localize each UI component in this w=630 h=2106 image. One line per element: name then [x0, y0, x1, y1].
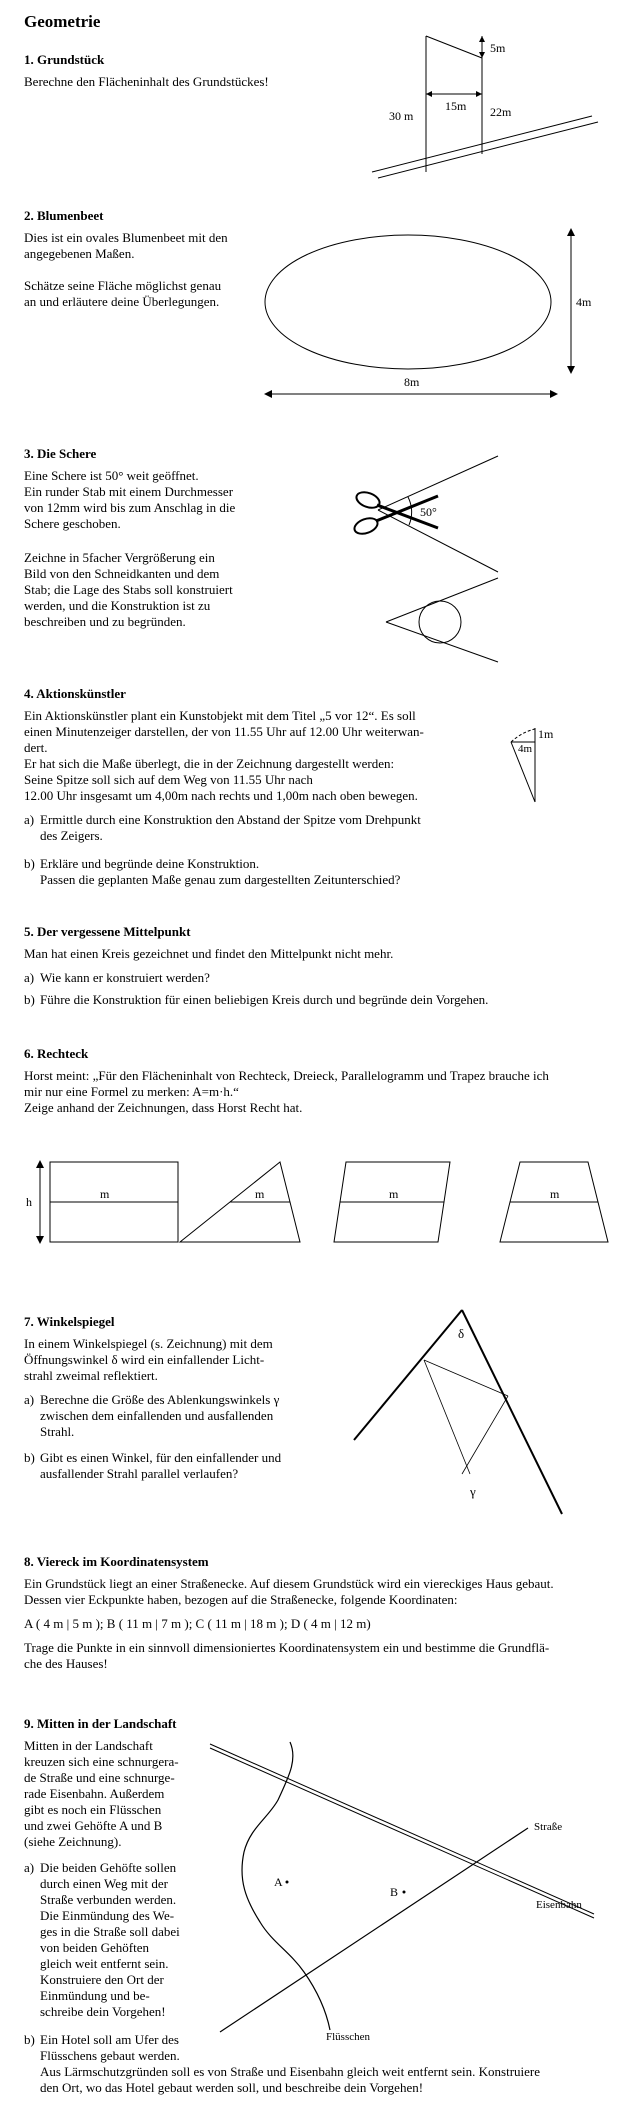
task8-coords: A ( 4 m | 5 m ); B ( 11 m | 7 m ); C ( 11 m | 18 m ); D ( 4 m | 12 m) — [24, 1616, 371, 1631]
map-label-eisenbahn: Eisenbahn — [536, 1899, 582, 1911]
task7-b: Gibt es einen Winkel, für den einfallender und ausfallender Strahl parallel verlaufen? — [40, 1450, 282, 1481]
task5-heading: 5. Der vergessene Mittelpunkt — [24, 924, 191, 939]
task9-b: Ein Hotel soll am Ufer des Flüsschens gebaut werden. — [40, 2032, 180, 2063]
task4-text: Ein Aktionskünstler plant ein Kunstobjekt mit dem Titel „5 vor 12“. Es soll einen Minutenzeiger darstellen, der von 11.55 Uhr auf 12.00 Uhr weiterwan- dert. Er hat sich die Maße überlegt, die in der Zeichnung dargestellt werden: Seine Spitze soll sich auf dem Weg von 11.55 Uhr nach 12.00 Uhr insgesamt um 4,00m nach rechts und 1,00m nach oben bewegen. — [24, 708, 424, 803]
map-label-fluss: Flüsschen — [326, 2031, 370, 2043]
task9-text: Mitten in der Landschaft kreuzen sich eine schnurgera- de Straße und eine schnurge- rade Eisenbahn. Außerdem gibt es noch ein Flüsschen und zwei Gehöfte A und B (siehe Zeichnung). — [24, 1738, 179, 1849]
task9-a: Die beiden Gehöfte sollen durch einen Weg mit der Straße verbunden werden. Die Einmündung des We- ges in die Straße soll dabei von beiden Gehöften gleich weit entfernt sein. Konstruiere den Ort der Einmündung und be- schreibe dein Vorgehen! — [40, 1860, 180, 2019]
task4-marker-a: a) — [24, 812, 35, 827]
task9-heading: 9. Mitten in der Landschaft — [24, 1716, 177, 1731]
page-title: Geometrie — [24, 12, 101, 31]
task6-text: Horst meint: „Für den Flächeninhalt von Rechteck, Dreieck, Parallelogramm und Trapez brauche ich mir nur eine Formel zu merken: A=m·h.“ Zeige anhand der Zeichnungen, dass Horst Recht hat. — [24, 1068, 549, 1115]
task7-marker-b: b) — [24, 1450, 35, 1465]
task5-marker-a: a) — [24, 970, 35, 985]
shape-tri-label-m: m — [255, 1187, 265, 1201]
task1-label-right: 22m — [490, 105, 512, 119]
clock-label-right: 4m — [518, 743, 533, 755]
mirror-label-delta: δ — [458, 1326, 465, 1341]
task1-text: Berechne den Flächeninhalt des Grundstückes! — [24, 74, 269, 89]
task3-text-2: Zeichne in 5facher Vergrößerung ein Bild von den Schneidkanten und dem Stab; die Lage des Stabs soll konstruiert werden, und die Konstruktion ist zu beschreiben und zu begründen. — [24, 550, 233, 629]
shape-rect-label-m: m — [100, 1187, 110, 1201]
task5-a: Wie kann er konstruiert werden? — [40, 970, 210, 985]
task9-marker-a: a) — [24, 1860, 35, 1875]
flowerbed-label-w: 8m — [404, 375, 420, 389]
task7-heading: 7. Winkelspiegel — [24, 1314, 115, 1329]
task3-heading: 3. Die Schere — [24, 446, 97, 461]
scissors-angle: 50° — [420, 505, 437, 519]
task2-text-2: Schätze seine Fläche möglichst genau an und erläutere deine Überlegungen. — [24, 278, 222, 309]
task8-text-1: Ein Grundstück liegt an einer Straßenecke. Auf diesem Grundstück wird ein viereckiges Haus gebaut. Dessen vier Eckpunkte haben, bezogen auf die Straßenecke, folgende Koordinaten: — [24, 1576, 554, 1607]
task9-b-cont: Aus Lärmschutzgründen soll es von Straße und Eisenbahn gleich weit entfernt sein. Konstruiere den Ort, wo das Hotel gebaut werden soll, und beschreibe dein Vorgehen! — [40, 2064, 541, 2095]
task3-text-1: Eine Schere ist 50° weit geöffnet. Ein runder Stab mit einem Durchmesser von 12mm wird bis zum Anschlag in die Schere geschoben. — [24, 468, 236, 531]
task9-marker-b: b) — [24, 2032, 35, 2047]
shape-para-label-m: m — [389, 1187, 399, 1201]
task8-text-2: Trage die Punkte in ein sinnvoll dimensioniertes Koordinatensystem ein und bestimme die Grundflä- che des Hauses! — [24, 1640, 550, 1671]
flowerbed-label-h: 4m — [576, 295, 592, 309]
task1-heading: 1. Grundstück — [24, 52, 105, 67]
map-label-B: B — [390, 1885, 399, 1899]
task1-label-left: 30 m — [389, 109, 414, 123]
task4-a: Ermittle durch eine Konstruktion den Abstand der Spitze vom Drehpunkt des Zeigers. — [40, 812, 421, 843]
task2-text-1: Dies ist ein ovales Blumenbeet mit den angegebenen Maßen. — [24, 230, 228, 261]
shape-label-h: h — [26, 1195, 32, 1209]
task4-heading: 4. Aktionskünstler — [24, 686, 126, 701]
task5-text: Man hat einen Kreis gezeichnet und findet den Mittelpunkt nicht mehr. — [24, 946, 394, 961]
task1-label-top: 5m — [490, 41, 506, 55]
task6-heading: 6. Rechteck — [24, 1046, 89, 1061]
task4-b: Erkläre und begründe deine Konstruktion. Passen die geplanten Maße genau zum dargestellten Zeitunterschied? — [40, 856, 401, 887]
task5-b: Führe die Konstruktion für einen beliebigen Kreis durch und begründe dein Vorgehen. — [40, 992, 489, 1007]
task1-label-mid: 15m — [445, 99, 467, 113]
shape-trap-label-m: m — [550, 1187, 560, 1201]
mirror-label-gamma: γ — [470, 1484, 476, 1499]
task2-heading: 2. Blumenbeet — [24, 208, 104, 223]
task8-heading: 8. Viereck im Koordinatensystem — [24, 1554, 209, 1569]
task7-text: In einem Winkelspiegel (s. Zeichnung) mit dem Öffnungswinkel δ wird ein einfallender Licht- strahl zweimal reflektiert. — [24, 1336, 273, 1383]
map-label-A: A — [274, 1875, 283, 1889]
task4-marker-b: b) — [24, 856, 35, 871]
task7-marker-a: a) — [24, 1392, 35, 1407]
task5-marker-b: b) — [24, 992, 35, 1007]
clock-label-up: 1m — [538, 727, 554, 741]
task7-a: Berechne die Größe des Ablenkungswinkels γ zwischen dem einfallenden und ausfallenden Strahl. — [40, 1392, 280, 1439]
map-label-strasse: Straße — [534, 1821, 563, 1833]
